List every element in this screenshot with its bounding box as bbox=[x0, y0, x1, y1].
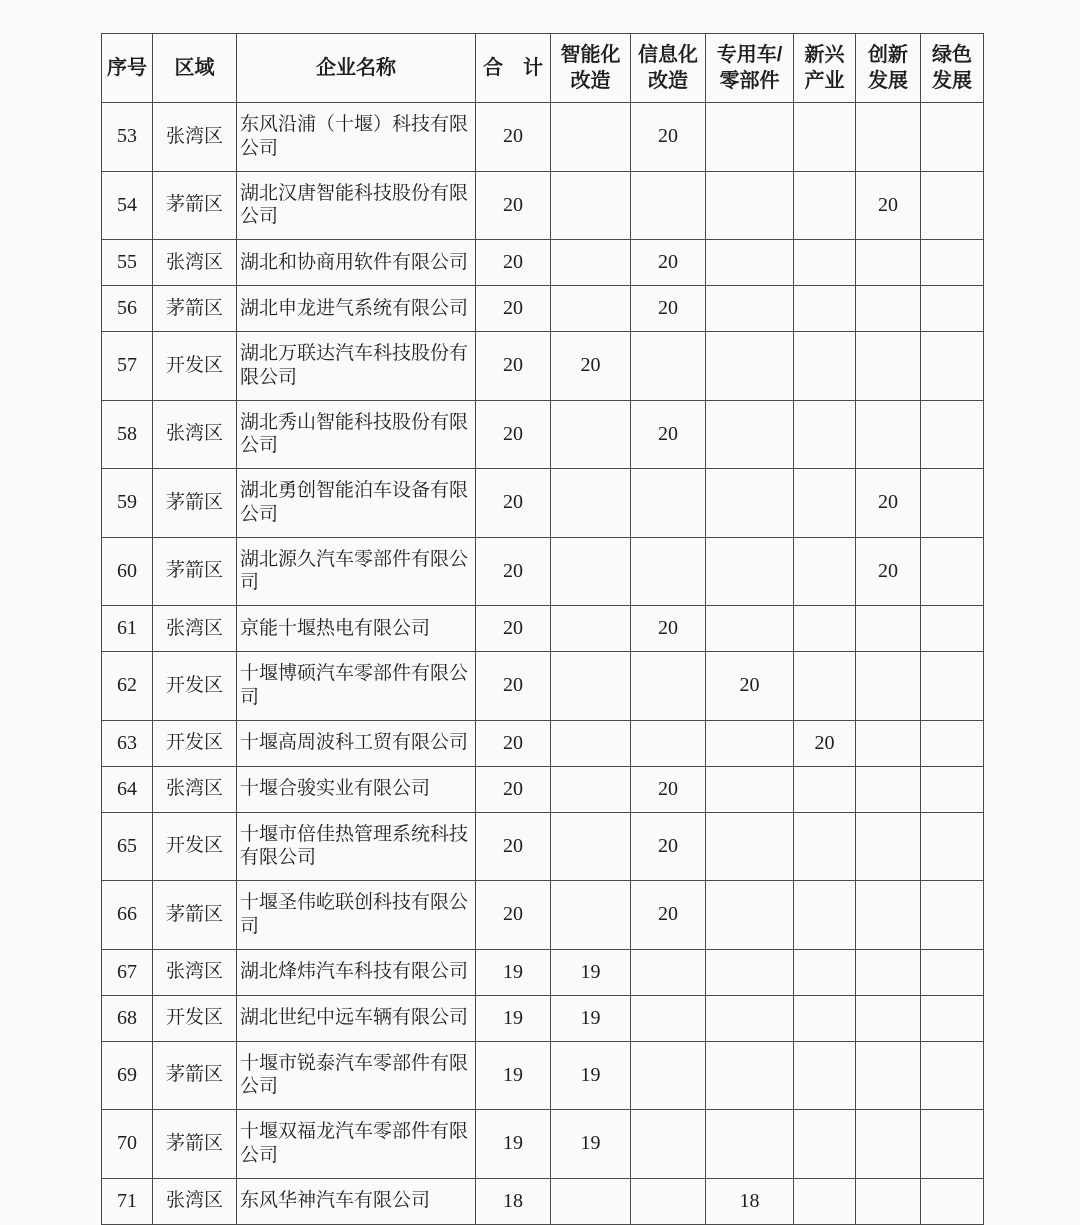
cell-seq: 56 bbox=[102, 286, 153, 332]
cell-total: 20 bbox=[476, 606, 551, 652]
cell-total: 20 bbox=[476, 400, 551, 469]
cell-special bbox=[706, 881, 794, 950]
cell-innovation bbox=[856, 652, 921, 721]
cell-region: 开发区 bbox=[153, 720, 237, 766]
cell-seq: 66 bbox=[102, 881, 153, 950]
cell-seq: 68 bbox=[102, 995, 153, 1041]
cell-region: 茅箭区 bbox=[153, 881, 237, 950]
column-header-label: 产业 bbox=[804, 70, 845, 92]
cell-region: 茅箭区 bbox=[153, 537, 237, 606]
cell-green bbox=[921, 171, 984, 240]
cell-green bbox=[921, 537, 984, 606]
cell-intelligent bbox=[551, 812, 631, 881]
cell-emerging bbox=[794, 1041, 856, 1110]
table-row bbox=[102, 881, 984, 950]
cell-intelligent bbox=[551, 469, 631, 538]
cell-total: 19 bbox=[476, 949, 551, 995]
cell-intelligent: 20 bbox=[551, 332, 631, 401]
column-header-informatization-upgrade bbox=[631, 34, 706, 103]
cell-special bbox=[706, 171, 794, 240]
cell-informatization: 20 bbox=[631, 240, 706, 286]
cell-name: 京能十堰热电有限公司 bbox=[237, 606, 476, 652]
cell-total: 20 bbox=[476, 812, 551, 881]
cell-informatization bbox=[631, 469, 706, 538]
cell-name: 十堰市锐泰汽车零部件有限公司 bbox=[237, 1041, 476, 1110]
cell-innovation bbox=[856, 103, 921, 172]
table-body bbox=[102, 103, 984, 1225]
cell-region: 张湾区 bbox=[153, 949, 237, 995]
cell-name: 十堰博硕汽车零部件有限公司 bbox=[237, 652, 476, 721]
cell-region: 茅箭区 bbox=[153, 1110, 237, 1179]
table-row bbox=[102, 537, 984, 606]
cell-emerging bbox=[794, 949, 856, 995]
column-header-seq bbox=[102, 34, 153, 103]
cell-informatization: 20 bbox=[631, 606, 706, 652]
cell-emerging bbox=[794, 1110, 856, 1179]
cell-emerging bbox=[794, 537, 856, 606]
cell-region: 张湾区 bbox=[153, 400, 237, 469]
cell-name: 十堰圣伟屹联创科技有限公司 bbox=[237, 881, 476, 950]
table-row bbox=[102, 995, 984, 1041]
column-header-green-development bbox=[921, 34, 984, 103]
cell-green bbox=[921, 240, 984, 286]
cell-informatization bbox=[631, 1110, 706, 1179]
cell-total: 20 bbox=[476, 103, 551, 172]
cell-intelligent: 19 bbox=[551, 995, 631, 1041]
cell-emerging bbox=[794, 103, 856, 172]
cell-special bbox=[706, 606, 794, 652]
cell-informatization: 20 bbox=[631, 286, 706, 332]
cell-intelligent bbox=[551, 400, 631, 469]
cell-emerging bbox=[794, 286, 856, 332]
column-header-total bbox=[476, 34, 551, 103]
cell-special bbox=[706, 766, 794, 812]
cell-name: 十堰合骏实业有限公司 bbox=[237, 766, 476, 812]
cell-seq: 58 bbox=[102, 400, 153, 469]
cell-innovation bbox=[856, 286, 921, 332]
column-header-label: 改造 bbox=[648, 70, 688, 92]
cell-special bbox=[706, 949, 794, 995]
cell-innovation bbox=[856, 240, 921, 286]
cell-seq: 71 bbox=[102, 1178, 153, 1224]
cell-region: 张湾区 bbox=[153, 240, 237, 286]
cell-total: 19 bbox=[476, 1110, 551, 1179]
cell-total: 20 bbox=[476, 720, 551, 766]
cell-total: 20 bbox=[476, 881, 551, 950]
cell-name: 湖北世纪中远车辆有限公司 bbox=[237, 995, 476, 1041]
cell-region: 开发区 bbox=[153, 812, 237, 881]
column-header-emerging-industry bbox=[794, 34, 856, 103]
cell-informatization: 20 bbox=[631, 812, 706, 881]
cell-name: 湖北和协商用软件有限公司 bbox=[237, 240, 476, 286]
cell-seq: 62 bbox=[102, 652, 153, 721]
cell-informatization bbox=[631, 537, 706, 606]
cell-region: 茅箭区 bbox=[153, 469, 237, 538]
cell-green bbox=[921, 881, 984, 950]
cell-innovation bbox=[856, 995, 921, 1041]
cell-emerging bbox=[794, 240, 856, 286]
cell-intelligent bbox=[551, 286, 631, 332]
cell-intelligent bbox=[551, 766, 631, 812]
cell-name: 湖北汉唐智能科技股份有限公司 bbox=[237, 171, 476, 240]
column-header-region bbox=[153, 34, 237, 103]
cell-innovation: 20 bbox=[856, 171, 921, 240]
cell-emerging bbox=[794, 881, 856, 950]
cell-green bbox=[921, 949, 984, 995]
table-row bbox=[102, 949, 984, 995]
cell-name: 湖北申龙进气系统有限公司 bbox=[237, 286, 476, 332]
cell-informatization bbox=[631, 171, 706, 240]
cell-name: 湖北万联达汽车科技股份有限公司 bbox=[237, 332, 476, 401]
cell-seq: 64 bbox=[102, 766, 153, 812]
cell-informatization: 20 bbox=[631, 400, 706, 469]
cell-seq: 60 bbox=[102, 537, 153, 606]
cell-innovation bbox=[856, 606, 921, 652]
cell-seq: 67 bbox=[102, 949, 153, 995]
column-header-intelligent-upgrade bbox=[551, 34, 631, 103]
cell-seq: 69 bbox=[102, 1041, 153, 1110]
cell-seq: 59 bbox=[102, 469, 153, 538]
cell-total: 20 bbox=[476, 469, 551, 538]
cell-innovation bbox=[856, 720, 921, 766]
cell-intelligent bbox=[551, 652, 631, 721]
cell-name: 十堰双福龙汽车零部件有限公司 bbox=[237, 1110, 476, 1179]
cell-special: 18 bbox=[706, 1178, 794, 1224]
cell-special bbox=[706, 720, 794, 766]
cell-informatization bbox=[631, 1041, 706, 1110]
column-header-label: 发展 bbox=[932, 70, 972, 92]
cell-emerging bbox=[794, 652, 856, 721]
cell-intelligent: 19 bbox=[551, 1041, 631, 1110]
column-header-label: 新兴 bbox=[804, 44, 845, 66]
table-row bbox=[102, 400, 984, 469]
cell-emerging bbox=[794, 995, 856, 1041]
column-header-label: 区域 bbox=[174, 57, 215, 79]
column-header-label: 企业名称 bbox=[316, 57, 396, 79]
cell-intelligent bbox=[551, 537, 631, 606]
cell-region: 茅箭区 bbox=[153, 1041, 237, 1110]
cell-intelligent bbox=[551, 606, 631, 652]
cell-special: 20 bbox=[706, 652, 794, 721]
column-header-label: 序号 bbox=[107, 57, 147, 79]
column-header-label: 专用车/ bbox=[716, 44, 783, 66]
cell-region: 开发区 bbox=[153, 995, 237, 1041]
cell-emerging bbox=[794, 469, 856, 538]
cell-emerging bbox=[794, 1178, 856, 1224]
cell-emerging bbox=[794, 812, 856, 881]
cell-seq: 61 bbox=[102, 606, 153, 652]
table-row bbox=[102, 332, 984, 401]
cell-informatization bbox=[631, 332, 706, 401]
cell-total: 18 bbox=[476, 1178, 551, 1224]
cell-innovation: 20 bbox=[856, 469, 921, 538]
column-header-label: 合 计 bbox=[483, 57, 543, 79]
cell-special bbox=[706, 103, 794, 172]
cell-name: 十堰高周波科工贸有限公司 bbox=[237, 720, 476, 766]
cell-special bbox=[706, 332, 794, 401]
cell-special bbox=[706, 400, 794, 469]
cell-intelligent bbox=[551, 171, 631, 240]
cell-seq: 70 bbox=[102, 1110, 153, 1179]
cell-emerging bbox=[794, 606, 856, 652]
cell-intelligent bbox=[551, 881, 631, 950]
cell-region: 张湾区 bbox=[153, 766, 237, 812]
cell-innovation: 20 bbox=[856, 537, 921, 606]
column-header-label: 发展 bbox=[868, 70, 908, 92]
cell-green bbox=[921, 652, 984, 721]
column-header-label: 智能化 bbox=[560, 44, 621, 66]
cell-innovation bbox=[856, 400, 921, 469]
cell-emerging bbox=[794, 171, 856, 240]
table-row bbox=[102, 240, 984, 286]
cell-total: 20 bbox=[476, 286, 551, 332]
table-row bbox=[102, 606, 984, 652]
header-row bbox=[102, 34, 984, 103]
cell-informatization: 20 bbox=[631, 881, 706, 950]
cell-informatization: 20 bbox=[631, 766, 706, 812]
table-header bbox=[102, 34, 984, 103]
cell-name: 湖北勇创智能泊车设备有限公司 bbox=[237, 469, 476, 538]
cell-intelligent bbox=[551, 240, 631, 286]
cell-informatization bbox=[631, 652, 706, 721]
cell-green bbox=[921, 103, 984, 172]
cell-green bbox=[921, 286, 984, 332]
cell-seq: 65 bbox=[102, 812, 153, 881]
column-header-label: 改造 bbox=[570, 70, 611, 92]
cell-informatization: 20 bbox=[631, 103, 706, 172]
table-row bbox=[102, 1110, 984, 1179]
cell-total: 20 bbox=[476, 766, 551, 812]
cell-special bbox=[706, 537, 794, 606]
cell-emerging: 20 bbox=[794, 720, 856, 766]
cell-informatization bbox=[631, 995, 706, 1041]
cell-informatization bbox=[631, 720, 706, 766]
cell-special bbox=[706, 469, 794, 538]
cell-intelligent: 19 bbox=[551, 949, 631, 995]
cell-name: 东风华神汽车有限公司 bbox=[237, 1178, 476, 1224]
cell-region: 张湾区 bbox=[153, 1178, 237, 1224]
cell-name: 东风沿浦（十堰）科技有限公司 bbox=[237, 103, 476, 172]
cell-innovation bbox=[856, 766, 921, 812]
cell-green bbox=[921, 1041, 984, 1110]
cell-innovation bbox=[856, 1178, 921, 1224]
cell-intelligent bbox=[551, 1178, 631, 1224]
table-row bbox=[102, 766, 984, 812]
cell-special bbox=[706, 995, 794, 1041]
cell-region: 茅箭区 bbox=[153, 171, 237, 240]
column-header-label: 零部件 bbox=[719, 70, 780, 92]
cell-seq: 55 bbox=[102, 240, 153, 286]
cell-intelligent bbox=[551, 720, 631, 766]
cell-special bbox=[706, 286, 794, 332]
cell-total: 20 bbox=[476, 171, 551, 240]
cell-total: 19 bbox=[476, 1041, 551, 1110]
cell-green bbox=[921, 720, 984, 766]
table-row bbox=[102, 171, 984, 240]
cell-green bbox=[921, 1178, 984, 1224]
cell-green bbox=[921, 1110, 984, 1179]
cell-green bbox=[921, 606, 984, 652]
table-row bbox=[102, 812, 984, 881]
cell-total: 19 bbox=[476, 995, 551, 1041]
cell-total: 20 bbox=[476, 652, 551, 721]
cell-informatization bbox=[631, 1178, 706, 1224]
cell-special bbox=[706, 1110, 794, 1179]
table-row bbox=[102, 720, 984, 766]
cell-intelligent bbox=[551, 103, 631, 172]
table-row bbox=[102, 286, 984, 332]
table-row bbox=[102, 103, 984, 172]
column-header-name bbox=[237, 34, 476, 103]
cell-total: 20 bbox=[476, 537, 551, 606]
cell-innovation bbox=[856, 1110, 921, 1179]
cell-innovation bbox=[856, 1041, 921, 1110]
cell-total: 20 bbox=[476, 240, 551, 286]
table-row bbox=[102, 469, 984, 538]
cell-green bbox=[921, 766, 984, 812]
cell-seq: 57 bbox=[102, 332, 153, 401]
column-header-label: 信息化 bbox=[638, 44, 698, 66]
column-header-label: 绿色 bbox=[932, 44, 972, 66]
cell-green bbox=[921, 332, 984, 401]
cell-special bbox=[706, 1041, 794, 1110]
cell-region: 张湾区 bbox=[153, 606, 237, 652]
cell-green bbox=[921, 400, 984, 469]
cell-region: 张湾区 bbox=[153, 103, 237, 172]
cell-green bbox=[921, 812, 984, 881]
cell-special bbox=[706, 812, 794, 881]
cell-name: 湖北源久汽车零部件有限公司 bbox=[237, 537, 476, 606]
cell-region: 开发区 bbox=[153, 652, 237, 721]
table-row bbox=[102, 652, 984, 721]
cell-green bbox=[921, 995, 984, 1041]
column-header-innovation-development bbox=[856, 34, 921, 103]
cell-emerging bbox=[794, 766, 856, 812]
cell-seq: 63 bbox=[102, 720, 153, 766]
cell-innovation bbox=[856, 881, 921, 950]
cell-seq: 53 bbox=[102, 103, 153, 172]
cell-name: 湖北烽炜汽车科技有限公司 bbox=[237, 949, 476, 995]
column-header-special-vehicle-parts bbox=[706, 34, 794, 103]
cell-region: 茅箭区 bbox=[153, 286, 237, 332]
enterprise-score-table bbox=[101, 33, 984, 1225]
cell-name: 十堰市倍佳热管理系统科技有限公司 bbox=[237, 812, 476, 881]
cell-emerging bbox=[794, 400, 856, 469]
cell-intelligent: 19 bbox=[551, 1110, 631, 1179]
cell-emerging bbox=[794, 332, 856, 401]
cell-innovation bbox=[856, 332, 921, 401]
cell-innovation bbox=[856, 949, 921, 995]
cell-name: 湖北秀山智能科技股份有限公司 bbox=[237, 400, 476, 469]
table-row bbox=[102, 1178, 984, 1224]
cell-total: 20 bbox=[476, 332, 551, 401]
cell-informatization bbox=[631, 949, 706, 995]
cell-seq: 54 bbox=[102, 171, 153, 240]
table-row bbox=[102, 1041, 984, 1110]
cell-region: 开发区 bbox=[153, 332, 237, 401]
cell-special bbox=[706, 240, 794, 286]
cell-innovation bbox=[856, 812, 921, 881]
cell-green bbox=[921, 469, 984, 538]
column-header-label: 创新 bbox=[868, 44, 908, 66]
